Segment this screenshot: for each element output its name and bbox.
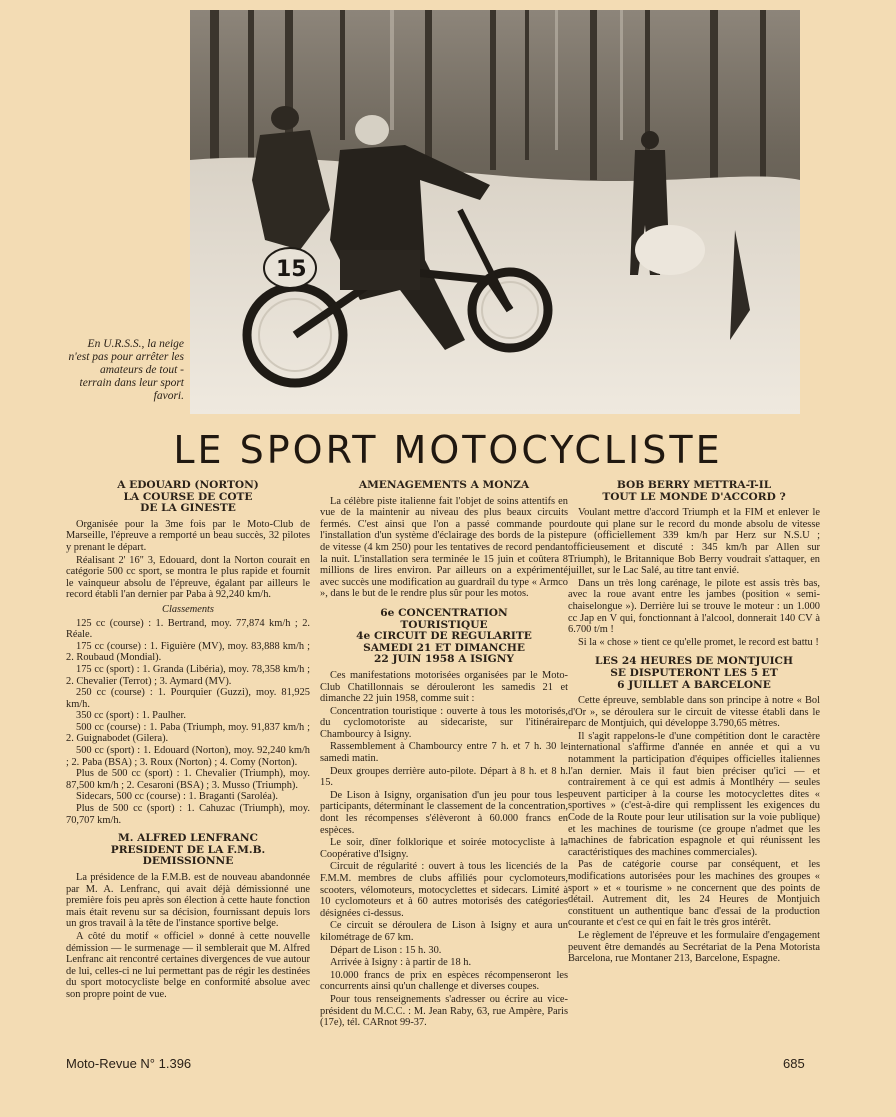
subheading: Classements	[162, 603, 214, 615]
magazine-issue: Moto-Revue N° 1.396	[66, 1056, 192, 1071]
result-line: 350 cc (sport) : 1. Paulher.	[76, 710, 186, 722]
photo	[190, 10, 800, 414]
paragraph: La présidence de la F.M.B. est de nouveau abandonnée par M. A. Lenfranc, qui avait déjà démissionné une première fois peu après son élection à cette haute fonction mais était revenu sur sa décision, fournissant depuis lors un gros travail à la tête de l'instance sportive belge.	[66, 872, 310, 930]
paragraph: Il s'agit rappelons-le d'une compétition dont le caractère international s'affirme d'année en année et qui a vu notamment la participation d'équipes officielles italiennes l'an dernier. Mais il faut bien préciser qu'ici — et contrairement à ce qui est admis à Montlhéry — seules peuvent participer à la course les motocyclettes dites « sportives » (c'est-à-dire qui remplissent les exigences du Code de la Route pour leur utilisation sur la voie publique) et les machines de tourisme (ce groupe n'admet que les machines de fabrication espagnole et qui réunissent les caractéristiques des machines commerciales).	[568, 730, 820, 858]
result-line: Plus de 500 cc (sport) : 1. Cahuzac (Triumph), moy. 70,707 km/h.	[66, 803, 310, 826]
title-line: PRESIDENT DE LA F.M.B.	[110, 843, 266, 856]
paragraph: Voulant mettre d'accord Triumph et la FIM et enlever le doute qui plane sur le record du monde absolu de vitesse pure (officiellement 339 km/h par Herz sur N.S.U ; officieusement et discuté : 345 km/h par Allen sur Triumph), le Britannique Bob Berry voudrait s'attaquer, en juillet, sur le Lac Salé, au titre tant envié.	[568, 507, 820, 577]
bike-number: 15	[276, 257, 307, 282]
paragraph: Rassemblement à Chambourcy entre 7 h. et 7 h. 30 le samedi matin.	[320, 741, 568, 765]
title-line: TOURISTIQUE	[400, 618, 488, 631]
paragraph: Ces manifestations motorisées organisées par le Moto-Club Chatillonnais se dérouleront les samedis 21 et dimanche 22 juin 1958, comme suit :	[320, 669, 568, 705]
paragraph: Pour tous renseignements s'adresser ou écrire au vice-président du M.C.C. : M. Jean Raby, 63, rue Ampère, Paris (17e), tél. CARnot 99-37.	[320, 993, 568, 1029]
title-line: 6 JUILLET A BARCELONE	[617, 678, 771, 691]
title-line: TOUT LE MONDE D'ACCORD ?	[602, 490, 786, 503]
paragraph: Réalisant 2' 16" 3, Edouard, dont la Norton courait en catégorie 500 cc sport, se montra le plus rapide et fournit le vainqueur absolu de l'épreuve, égalant par ailleurs le record établi l'an dernier par Paba à 92,240 km/h.	[66, 554, 310, 601]
paragraph: Organisée pour la 3me fois par le Moto-Club de Marseille, l'épreuve a remporté un beau succès, 32 pilotes y prenant le départ.	[66, 518, 310, 553]
paragraph: Le règlement de l'épreuve et les formulaire d'engagement peuvent être demandés au Secrétariat de la Pena Motorista Barcelona, rue Montaner 213, Barcelone, Espagne.	[568, 929, 820, 965]
title-line: SAMEDI 21 ET DIMANCHE	[363, 641, 525, 654]
article-title	[320, 480, 568, 492]
result-line: 500 cc (course) : 1. Paba (Triumph, moy. 91,837 km/h ; 2. Guignabodet (Gilera).	[66, 721, 310, 745]
result-line: 250 cc (course) : 1. Pourquier (Guzzi), moy. 81,925 km/h.	[66, 687, 310, 710]
paragraph: La célèbre piste italienne fait l'objet de soins attentifs en vue de la maintenir au niveau des plus beaux circuits fermés. C'est ainsi que l'on a passé commande pour l'installation d'un système d'éclairage des bords de la piste de vitesse (4 km 250) pour les tentatives de record pendant la nuit. L'installation sera terminée le 15 juin et coûtera 8 millions de lires environ. Par ailleurs on a expérimenté avec succès une modification au guardrail du type « Armco », dans le but de le rendre plus sûr pour les motos.	[320, 495, 568, 600]
paragraph: De Lison à Isigny, organisation d'un jeu pour tous les participants, déterminant le classement de la concentration, dont les récompenses s'élèveront à 60.000 francs en espèces.	[320, 789, 568, 836]
result-line: 175 cc (sport) : 1. Granda (Libéria), moy. 78,358 km/h ; 2. Chevalier (Terrot) ; 3. Aymard (MV).	[66, 663, 310, 687]
paragraph: Dans un très long carénage, le pilote est assis très bas, avec la roue avant entre les jambes (position « semi-chaiselongue »). Derrière lui se trouve le moteur : un 1.000 cc Jap en V qui, fonctionnant à l'alcool, donnerait 140 CV à 6.700 t/m !	[568, 577, 820, 636]
photo-caption: En U.R.S.S., la neige n'est pas pour arrêter les amateurs de tout - terrain dans leur sport favori.	[68, 338, 184, 402]
title-line: DE LA GINESTE	[140, 502, 236, 515]
title-line: 22 JUIN 1958 A ISIGNY	[374, 653, 514, 666]
paragraph: Deux groupes derrière auto-pilote. Départ à 8 h. et 8 h. 15.	[320, 765, 568, 789]
paragraph: Cette épreuve, semblable dans son principe à notre « Bol d'Or », se déroulera sur le circuit de vitesse établi dans le parc de Montjuich, qui développe 3.790,65 mètres.	[568, 695, 820, 730]
paragraph: Si la « chose » tient ce qu'elle promet, le record est battu !	[578, 636, 819, 648]
title-line: AMENAGEMENTS A MONZA	[358, 479, 530, 491]
paragraph: Circuit de régularité : ouvert à tous les licenciés de la F.M.M. membres de clubs affiliés pour cyclomoteurs, scooters, vélomoteurs, motocyclettes et sidecars. Limité à 10 cyclomoteurs et à 60 autres motorisés des catégories désignées ci-dessus.	[320, 861, 568, 919]
paragraph: A côté du motif « officiel » donné à cette nouvelle démission — le surmenage — il semblerait que M. Alfred Lenfranc ait rencontré certaines divergences de vue autour de lui, celles-ci ne lui permettant pas de régir les destinées du sport motocycliste belge en conformité absolue avec son propre point de vue.	[66, 930, 310, 1000]
paragraph: Le soir, dîner folklorique et soirée motocycliste à la Coopérative d'Isigny.	[320, 837, 568, 860]
article-title	[568, 656, 820, 691]
title-line: 6e CONCENTRATION	[380, 606, 508, 619]
column-2	[320, 480, 568, 1030]
article-title	[568, 480, 820, 503]
page-title: LE SPORT MOTOCYCLISTE	[173, 428, 723, 472]
paragraph: Pas de catégorie course par conséquent, et les modifications autorisées pour les machines des groupes « sport » et « tourisme » ne concernent que des points de détail. Autrement dit, les 24 Heures de Montjuich constituent un authentique banc d'essai de la production courante et c'est ce qui en fait le très gros intérêt.	[568, 859, 820, 929]
snow-motocross-photo-icon	[190, 10, 800, 414]
paragraph: 10.000 francs de prix en espèces récompenseront les concurrents ainsi qu'un challenge et diverses coupes.	[320, 969, 568, 993]
paragraph: Arrivée à Isigny : à partir de 18 h.	[330, 957, 472, 969]
title-line: BOB BERRY METTRA-T-IL	[616, 479, 772, 491]
title-line: 4e CIRCUIT DE REGULARITE	[356, 630, 532, 643]
paragraph: Départ de Lison : 15 h. 30.	[330, 944, 442, 956]
column-3	[568, 480, 820, 966]
title-line: LA COURSE DE COTE	[123, 490, 253, 503]
title-line: A EDOUARD (NORTON)	[117, 479, 259, 491]
article-title	[320, 608, 568, 666]
article-title	[66, 833, 310, 868]
title-line: SE DISPUTERONT LES 5 ET	[610, 666, 778, 679]
article-title	[66, 480, 310, 515]
title-line: DEMISSIONNE	[142, 855, 234, 868]
result-line: 125 cc (course) : 1. Bertrand, moy. 77,874 km/h ; 2. Réale.	[66, 617, 310, 641]
result-line: Sidecars, 500 cc (course) : 1. Braganti (Saroléa).	[76, 791, 278, 803]
result-line: 175 cc (course) : 1. Figuière (MV), moy. 83,888 km/h ; 2. Roubaud (Mondial).	[66, 640, 310, 664]
title-line: LES 24 HEURES DE MONTJUICH	[595, 655, 793, 668]
page-number: 685	[783, 1056, 805, 1071]
result-line: 500 cc (sport) : 1. Edouard (Norton), moy. 92,240 km/h ; 2. Paba (BSA) ; 3. Roux (Norton) ; 4. Comy (Norton).	[66, 745, 310, 768]
column-1	[66, 480, 310, 1002]
title-line: M. ALFRED LENFRANC	[118, 832, 258, 845]
result-line: Plus de 500 cc (sport) : 1. Chevalier (Triumph), moy. 87,500 km/h ; 2. Cesaroni (BSA) ; 3. Musso (Triumph).	[66, 768, 310, 791]
paragraph: Concentration touristique : ouverte à tous les motorisés, du cyclomotoriste au sidecariste, sur l'itinéraire Chambourcy à Isigny.	[320, 705, 568, 740]
paragraph: Ce circuit se déroulera de Lison à Isigny et aura un kilométrage de 67 km.	[320, 920, 568, 943]
